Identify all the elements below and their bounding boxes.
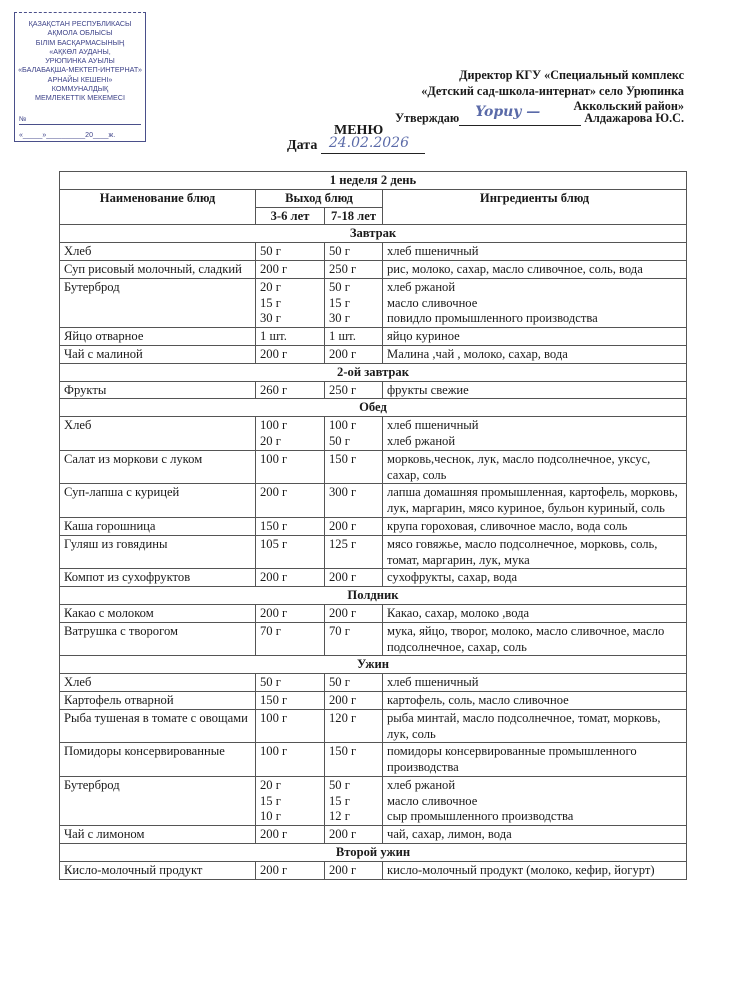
dish-name: Каша горошница (60, 517, 256, 535)
yield-7-18-cell (325, 776, 383, 825)
section-title: Ужин (60, 656, 687, 674)
section-row (60, 587, 687, 605)
yield-3-6-line: 200 г (260, 862, 288, 877)
section-title: Обед (60, 399, 687, 417)
section-title: Завтрак (60, 225, 687, 243)
yield-3-6-line: 200 г (260, 261, 288, 276)
page-title: МЕНЮ (334, 123, 384, 138)
yield-7-18-cell (325, 743, 383, 777)
yield-3-6-cell (256, 484, 325, 518)
section-row (60, 844, 687, 862)
ingredients-line: морковь,чеснок, лук, масло подсолнечное, уксус, сахар, соль (387, 451, 651, 482)
yield-3-6-cell (256, 328, 325, 346)
ingredients-line: Какао, сахар, молоко ,вода (387, 605, 530, 620)
dish-name: Ватрушка с творогом (60, 622, 256, 656)
yield-3-6-cell (256, 691, 325, 709)
dish-name: Суп-лапша с курицей (60, 484, 256, 518)
yield-7-18-cell (325, 535, 383, 569)
date-line (287, 135, 425, 154)
table-row (60, 674, 687, 692)
dish-name: Суп рисовый молочный, сладкий (60, 260, 256, 278)
stamp-date-field: «_____»__________20____ж. (19, 132, 116, 139)
section-row (60, 656, 687, 674)
table-row (60, 328, 687, 346)
table-row (60, 743, 687, 777)
yield-3-6-cell (256, 569, 325, 587)
yield-7-18-cell (325, 709, 383, 743)
yield-7-18-cell (325, 278, 383, 327)
ingredients-cell (383, 709, 687, 743)
dish-name: Яйцо отварное (60, 328, 256, 346)
yield-7-18-cell (325, 604, 383, 622)
table-row (60, 691, 687, 709)
yield-3-6-cell (256, 743, 325, 777)
table-row (60, 345, 687, 363)
ingredients-cell (383, 450, 687, 484)
ingredients-line: масло сливочное (387, 295, 478, 310)
yield-3-6-cell (256, 260, 325, 278)
yield-3-6-line: 100 г (260, 451, 288, 466)
yield-3-6-cell (256, 709, 325, 743)
ingredients-line: масло сливочное (387, 793, 478, 808)
ingredients-cell (383, 484, 687, 518)
yield-3-6-line: 105 г (260, 536, 288, 551)
yield-3-6-cell (256, 278, 325, 327)
yield-3-6-line: 200 г (260, 485, 288, 500)
yield-3-6-cell (256, 604, 325, 622)
ingredients-cell (383, 622, 687, 656)
ingredients-line: крупа гороховая, сливочное масло, вода соль (387, 518, 628, 533)
age-3-6-header: 3-6 лет (256, 207, 325, 225)
table-row (60, 535, 687, 569)
ingredients-line: повидло промышленного производства (387, 311, 598, 326)
yield-7-18-line: 200 г (329, 692, 357, 707)
yield-7-18-line: 250 г (329, 261, 357, 276)
yield-7-18-cell (325, 622, 383, 656)
ingredients-line: хлеб пшеничный (387, 418, 479, 433)
ingredients-line: кисло-молочный продукт (молоко, кефир, йогурт) (387, 862, 655, 877)
signature: Yopuy — (475, 104, 541, 120)
table-row (60, 776, 687, 825)
yield-3-6-cell (256, 345, 325, 363)
section-row (60, 363, 687, 381)
yield-7-18-line: 200 г (329, 570, 357, 585)
stamp-line: «БАЛАБАҚША-МЕКТЕП-ИНТЕРНАТ» (18, 65, 142, 75)
table-row (60, 260, 687, 278)
date-value: 24.02.2026 (328, 135, 409, 151)
yield-3-6-cell (256, 450, 325, 484)
yield-3-6-cell (256, 381, 325, 399)
yield-7-18-line: 200 г (329, 346, 357, 361)
dish-name: Рыба тушеная в томате с овощами (60, 709, 256, 743)
table-row (60, 569, 687, 587)
ingredients-line: помидоры консервированные промышленного производства (387, 744, 637, 775)
dish-name: Хлеб (60, 674, 256, 692)
ingredients-cell (383, 743, 687, 777)
yield-3-6-line: 100 г (260, 418, 288, 433)
yield-3-6-line: 15 г (260, 793, 281, 808)
table-row (60, 450, 687, 484)
ingredients-line: чай, сахар, лимон, вода (387, 827, 512, 842)
table-row (60, 709, 687, 743)
section-row (60, 225, 687, 243)
yield-7-18-line: 200 г (329, 862, 357, 877)
yield-3-6-line: 20 г (260, 777, 281, 792)
yield-3-6-line: 20 г (260, 279, 281, 294)
table-row (60, 604, 687, 622)
yield-3-6-cell (256, 674, 325, 692)
header-line: «Детский сад-школа-интернат» село Урюпинка (421, 83, 684, 98)
age-7-18-header: 7-18 лет (325, 207, 383, 225)
yield-3-6-cell (256, 622, 325, 656)
approve-label: Утверждаю (395, 111, 460, 125)
yield-3-6-line: 20 г (260, 433, 281, 448)
dish-name: Бутерброд (60, 278, 256, 327)
ingredients-line: мясо говяжье, масло подсолнечное, морковь, соль, томат, маргарин, лук, мука (387, 536, 658, 567)
yield-7-18-line: 150 г (329, 451, 357, 466)
yield-7-18-line: 200 г (329, 605, 357, 620)
date-field (321, 135, 425, 154)
ingredients-cell (383, 243, 687, 261)
yield-7-18-line: 50 г (329, 433, 350, 448)
yield-3-6-line: 260 г (260, 382, 288, 397)
ingredients-line: хлеб пшеничный (387, 675, 479, 690)
section-title: Второй ужин (60, 844, 687, 862)
ingredients-cell (383, 260, 687, 278)
yield-7-18-line: 1 шт. (329, 329, 356, 344)
yield-7-18-line: 200 г (329, 518, 357, 533)
dish-name: Фрукты (60, 381, 256, 399)
yield-3-6-line: 100 г (260, 744, 288, 759)
ingredients-cell (383, 569, 687, 587)
yield-3-6-line: 10 г (260, 809, 281, 824)
date-label: Дата (287, 138, 318, 153)
stamp-line: МЕМЛЕКЕТТІК МЕКЕМЕСІ (35, 93, 125, 103)
ingredients-line: сыр промышленного производства (387, 809, 574, 824)
dish-name: Картофель отварной (60, 691, 256, 709)
yield-7-18-line: 15 г (329, 793, 350, 808)
yield-3-6-line: 1 шт. (260, 329, 287, 344)
ingredients-line: хлеб ржаной (387, 433, 456, 448)
signature-line (459, 104, 581, 126)
yield-7-18-cell (325, 826, 383, 844)
yield-7-18-cell (325, 517, 383, 535)
ingredients-cell (383, 345, 687, 363)
official-stamp (14, 12, 146, 142)
section-title: 2-ой завтрак (60, 363, 687, 381)
yield-3-6-cell (256, 535, 325, 569)
yield-3-6-line: 100 г (260, 710, 288, 725)
stamp-line: БІЛІМ БАСҚАРМАСЫНЫҢ (35, 37, 125, 47)
ingredients-cell (383, 417, 687, 451)
table-row (60, 622, 687, 656)
stamp-line: ҚАЗАҚСТАН РЕСПУБЛИКАСЫ (28, 19, 132, 28)
yield-3-6-cell (256, 826, 325, 844)
yield-3-6-cell (256, 861, 325, 879)
ingredients-line: фрукты свежие (387, 382, 469, 397)
yield-7-18-line: 12 г (329, 809, 350, 824)
ingredients-line: мука, яйцо, творог, молоко, масло сливочное, масло подсолнечное, сахар, соль (387, 623, 665, 654)
ingredients-cell (383, 604, 687, 622)
dish-name: Чай с малиной (60, 345, 256, 363)
ingredients-line: яйцо куриное (387, 329, 460, 344)
yield-7-18-cell (325, 381, 383, 399)
yield-3-6-line: 70 г (260, 623, 281, 638)
dish-name: Гуляш из говядины (60, 535, 256, 569)
table-row (60, 278, 687, 327)
stamp-line: АРНАЙЫ КЕШЕНІ» (47, 74, 113, 84)
ingredients-line: хлеб пшеничный (387, 244, 479, 259)
section-row (60, 399, 687, 417)
yield-3-6-line: 150 г (260, 692, 288, 707)
yield-7-18-line: 200 г (329, 827, 357, 842)
ingredients-cell (383, 861, 687, 879)
ingredients-column-header: Ингредиенты блюд (383, 189, 687, 225)
yield-7-18-line: 30 г (329, 311, 350, 326)
stamp-line: КОММУНАЛДЫҚ (51, 84, 109, 94)
yield-7-18-line: 120 г (329, 710, 357, 725)
ingredients-line: сухофрукты, сахар, вода (387, 570, 518, 585)
yield-7-18-cell (325, 484, 383, 518)
table-row (60, 861, 687, 879)
yield-3-6-cell (256, 243, 325, 261)
yield-7-18-line: 300 г (329, 485, 357, 500)
ingredients-cell (383, 776, 687, 825)
yield-7-18-cell (325, 450, 383, 484)
ingredients-line: Малина ,чай , молоко, сахар, вода (387, 346, 568, 361)
yield-7-18-cell (325, 691, 383, 709)
yield-7-18-cell (325, 260, 383, 278)
menu-table (59, 171, 687, 880)
yield-column-header: Выход блюд (256, 189, 383, 207)
yield-7-18-line: 50 г (329, 244, 350, 259)
yield-3-6-line: 200 г (260, 346, 288, 361)
ingredients-cell (383, 691, 687, 709)
yield-3-6-line: 15 г (260, 295, 281, 310)
yield-7-18-cell (325, 328, 383, 346)
ingredients-line: лапша домашняя промышленная, картофель, морковь, лук, маргарин, мясо куриное, бульон куриный, соль (387, 485, 678, 516)
stamp-line: УРЮПИНКА АУЫЛЫ (45, 56, 115, 66)
table-row (60, 381, 687, 399)
ingredients-line: хлеб ржаной (387, 777, 456, 792)
yield-7-18-line: 15 г (329, 295, 350, 310)
yield-7-18-line: 50 г (329, 777, 350, 792)
yield-7-18-line: 70 г (329, 623, 350, 638)
yield-3-6-line: 30 г (260, 311, 281, 326)
stamp-number-field: № (19, 115, 141, 125)
yield-3-6-line: 200 г (260, 570, 288, 585)
dish-name: Помидоры консервированные (60, 743, 256, 777)
yield-7-18-cell (325, 861, 383, 879)
header-line: Директор КГУ «Специальный комплекс (459, 68, 684, 82)
week-day-header: 1 неделя 2 день (60, 172, 687, 190)
yield-7-18-cell (325, 345, 383, 363)
yield-3-6-cell (256, 776, 325, 825)
ingredients-cell (383, 517, 687, 535)
yield-3-6-line: 150 г (260, 518, 288, 533)
approver-name: Алдажарова Ю.С. (584, 111, 684, 125)
dish-name: Салат из моркови с луком (60, 450, 256, 484)
yield-7-18-line: 100 г (329, 418, 357, 433)
yield-7-18-cell (325, 674, 383, 692)
table-row (60, 517, 687, 535)
yield-7-18-line: 150 г (329, 744, 357, 759)
yield-7-18-cell (325, 569, 383, 587)
table-row (60, 826, 687, 844)
dish-name: Чай с лимоном (60, 826, 256, 844)
ingredients-cell (383, 328, 687, 346)
ingredients-cell (383, 535, 687, 569)
dish-name: Бутерброд (60, 776, 256, 825)
ingredients-line: рыба минтай, масло подсолнечное, томат, морковь, лук, соль (387, 710, 661, 741)
dish-name: Компот из сухофруктов (60, 569, 256, 587)
table-row (60, 243, 687, 261)
dish-name: Хлеб (60, 417, 256, 451)
ingredients-line: рис, молоко, сахар, масло сливочное, соль, вода (387, 261, 643, 276)
dish-column-header: Наименование блюд (60, 189, 256, 225)
ingredients-line: картофель, соль, масло сливочное (387, 692, 569, 707)
yield-7-18-line: 250 г (329, 382, 357, 397)
stamp-line: АҚМОЛА ОБЛЫСЫ (47, 28, 113, 38)
ingredients-cell (383, 674, 687, 692)
header-line: Аккольский район» (573, 99, 684, 113)
yield-3-6-cell (256, 417, 325, 451)
stamp-line: «АҚКӨЛ АУДАНЫ, (49, 46, 111, 56)
yield-3-6-line: 50 г (260, 675, 281, 690)
table-row (60, 484, 687, 518)
yield-7-18-cell (325, 417, 383, 451)
yield-3-6-line: 50 г (260, 244, 281, 259)
director-header (421, 68, 684, 115)
yield-7-18-line: 50 г (329, 279, 350, 294)
ingredients-line: хлеб ржаной (387, 279, 456, 294)
ingredients-cell (383, 381, 687, 399)
yield-3-6-line: 200 г (260, 605, 288, 620)
yield-7-18-cell (325, 243, 383, 261)
dish-name: Хлеб (60, 243, 256, 261)
section-title: Полдник (60, 587, 687, 605)
ingredients-cell (383, 278, 687, 327)
yield-7-18-line: 50 г (329, 675, 350, 690)
table-row (60, 417, 687, 451)
yield-3-6-cell (256, 517, 325, 535)
dish-name: Какао с молоком (60, 604, 256, 622)
dish-name: Кисло-молочный продукт (60, 861, 256, 879)
yield-3-6-line: 200 г (260, 827, 288, 842)
ingredients-cell (383, 826, 687, 844)
yield-7-18-line: 125 г (329, 536, 357, 551)
